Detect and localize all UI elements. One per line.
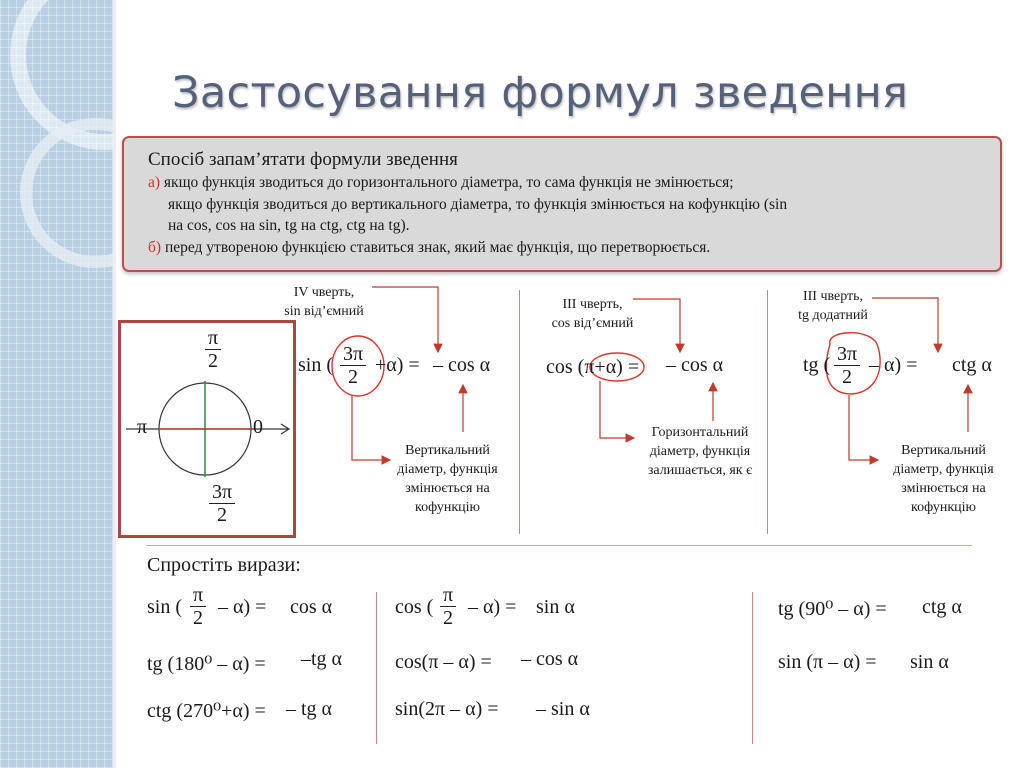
simplify-1-3-answer: – tg α xyxy=(286,698,333,720)
decorative-side-strip xyxy=(0,0,113,768)
example-1-func: sin ( xyxy=(298,354,333,376)
example-3-rest: – α) = xyxy=(869,354,918,376)
side-strip-edge xyxy=(113,0,116,768)
rule-box xyxy=(122,136,1002,272)
example-2-result: – cos α xyxy=(666,354,724,376)
simplify-heading: Спростіть вирази: xyxy=(147,554,301,576)
simplify-1-1-post: – α) = xyxy=(218,596,267,618)
rule-heading: Спосіб запам’ятати формули зведення xyxy=(148,149,458,170)
label-pi: π xyxy=(137,416,148,438)
rule-b-text: перед утвореною функцією ставиться знак, який має функція, що перетворюється. xyxy=(161,238,711,256)
example-2-note: ІІІ чверть, cos від’ємний xyxy=(551,297,634,331)
arrow-diameter-2 xyxy=(600,381,634,438)
simplify-2-1-pre: cos ( xyxy=(395,596,434,618)
example-1-result: – cos α xyxy=(433,354,491,376)
decorative-ring xyxy=(20,118,113,268)
simplify-1-1-pre: sin ( xyxy=(147,596,182,618)
example-1-rest: +α) = xyxy=(375,354,420,376)
example-2-func: cos (π+α) = xyxy=(546,356,640,378)
rule-a-line3: на cos, cos на sin, tg на ctg, ctg на tg). xyxy=(168,217,410,234)
example-1-fraction: $\frac{3\pi}{2}$ xyxy=(340,343,366,388)
label-zero: 0 xyxy=(253,416,263,438)
simplify-2-1-post: – α) = xyxy=(468,596,517,618)
simplify-3-2-answer: sin α xyxy=(910,651,949,673)
label-3pi-over-2: $\frac{3\pi}{2}$ xyxy=(209,481,235,526)
simplify-2-1-answer: sin α xyxy=(536,596,575,618)
example-separator xyxy=(767,290,768,534)
label-pi-over-2: $\frac{\pi}{2}$ xyxy=(205,327,221,372)
example-3-result: ctg α xyxy=(952,354,992,376)
rule-a-text1: якщо функція зводиться до горизонтального діаметра, то сама функція не змінюється; xyxy=(160,174,734,191)
simplify-1-1-answer: cos α xyxy=(290,596,333,618)
unit-circle-box xyxy=(118,320,296,538)
simplify-separator xyxy=(752,592,753,744)
simplify-1-3-expr: ctg (270⁰+α) = xyxy=(147,700,266,722)
example-3-explain: Вертикальний діаметр, функція змінюється на кофункцію xyxy=(893,443,994,515)
rule-a-line1 xyxy=(148,172,988,194)
example-3-func: tg ( xyxy=(803,354,831,376)
simplify-2-2-expr: cos(π – α) = xyxy=(395,651,492,673)
simplify-3-1-expr: tg (90⁰ – α) = xyxy=(778,598,887,620)
example-2-explain: Горизонтальний діаметр, функція залишається, як є xyxy=(647,425,753,478)
rule-a-line2: якщо функція зводиться до вертикального діаметра, то функція змінюється на кофункцію (sin xyxy=(168,195,788,213)
slide-title: Застосування формул зведення xyxy=(172,68,909,118)
simplify-2-1-fraction: $\frac{\pi}{2}$ xyxy=(440,584,456,629)
example-1-explain: Вертикальний діаметр, функція змінюється на кофункцію xyxy=(397,443,498,515)
rule-b-line xyxy=(148,237,988,259)
simplify-3-1-answer: ctg α xyxy=(922,596,962,618)
rule-b-marker: б) xyxy=(148,238,162,256)
section-divider xyxy=(146,545,972,546)
simplify-1-2-expr: tg (180⁰ – α) = xyxy=(147,653,266,675)
simplify-2-3-expr: sin(2π – α) = xyxy=(395,698,499,720)
rule-a-marker: а) xyxy=(148,174,161,191)
simplify-2-2-answer: – cos α xyxy=(521,648,579,670)
simplify-2-3-answer: – sin α xyxy=(536,698,590,720)
example-1-note: IV чверть, sin від’ємний xyxy=(284,285,364,319)
example-3-fraction: $\frac{3\pi}{2}$ xyxy=(834,343,860,388)
arrow-diameter-3 xyxy=(849,395,878,460)
example-3-note: ІІІ чверть, tg додатний xyxy=(798,289,868,323)
simplify-separator xyxy=(376,592,377,744)
simplify-3-2-expr: sin (π – α) = xyxy=(778,651,877,673)
example-separator xyxy=(519,290,520,534)
simplify-1-1-fraction: $\frac{\pi}{2}$ xyxy=(190,584,206,629)
simplify-1-2-answer: –tg α xyxy=(301,648,343,670)
